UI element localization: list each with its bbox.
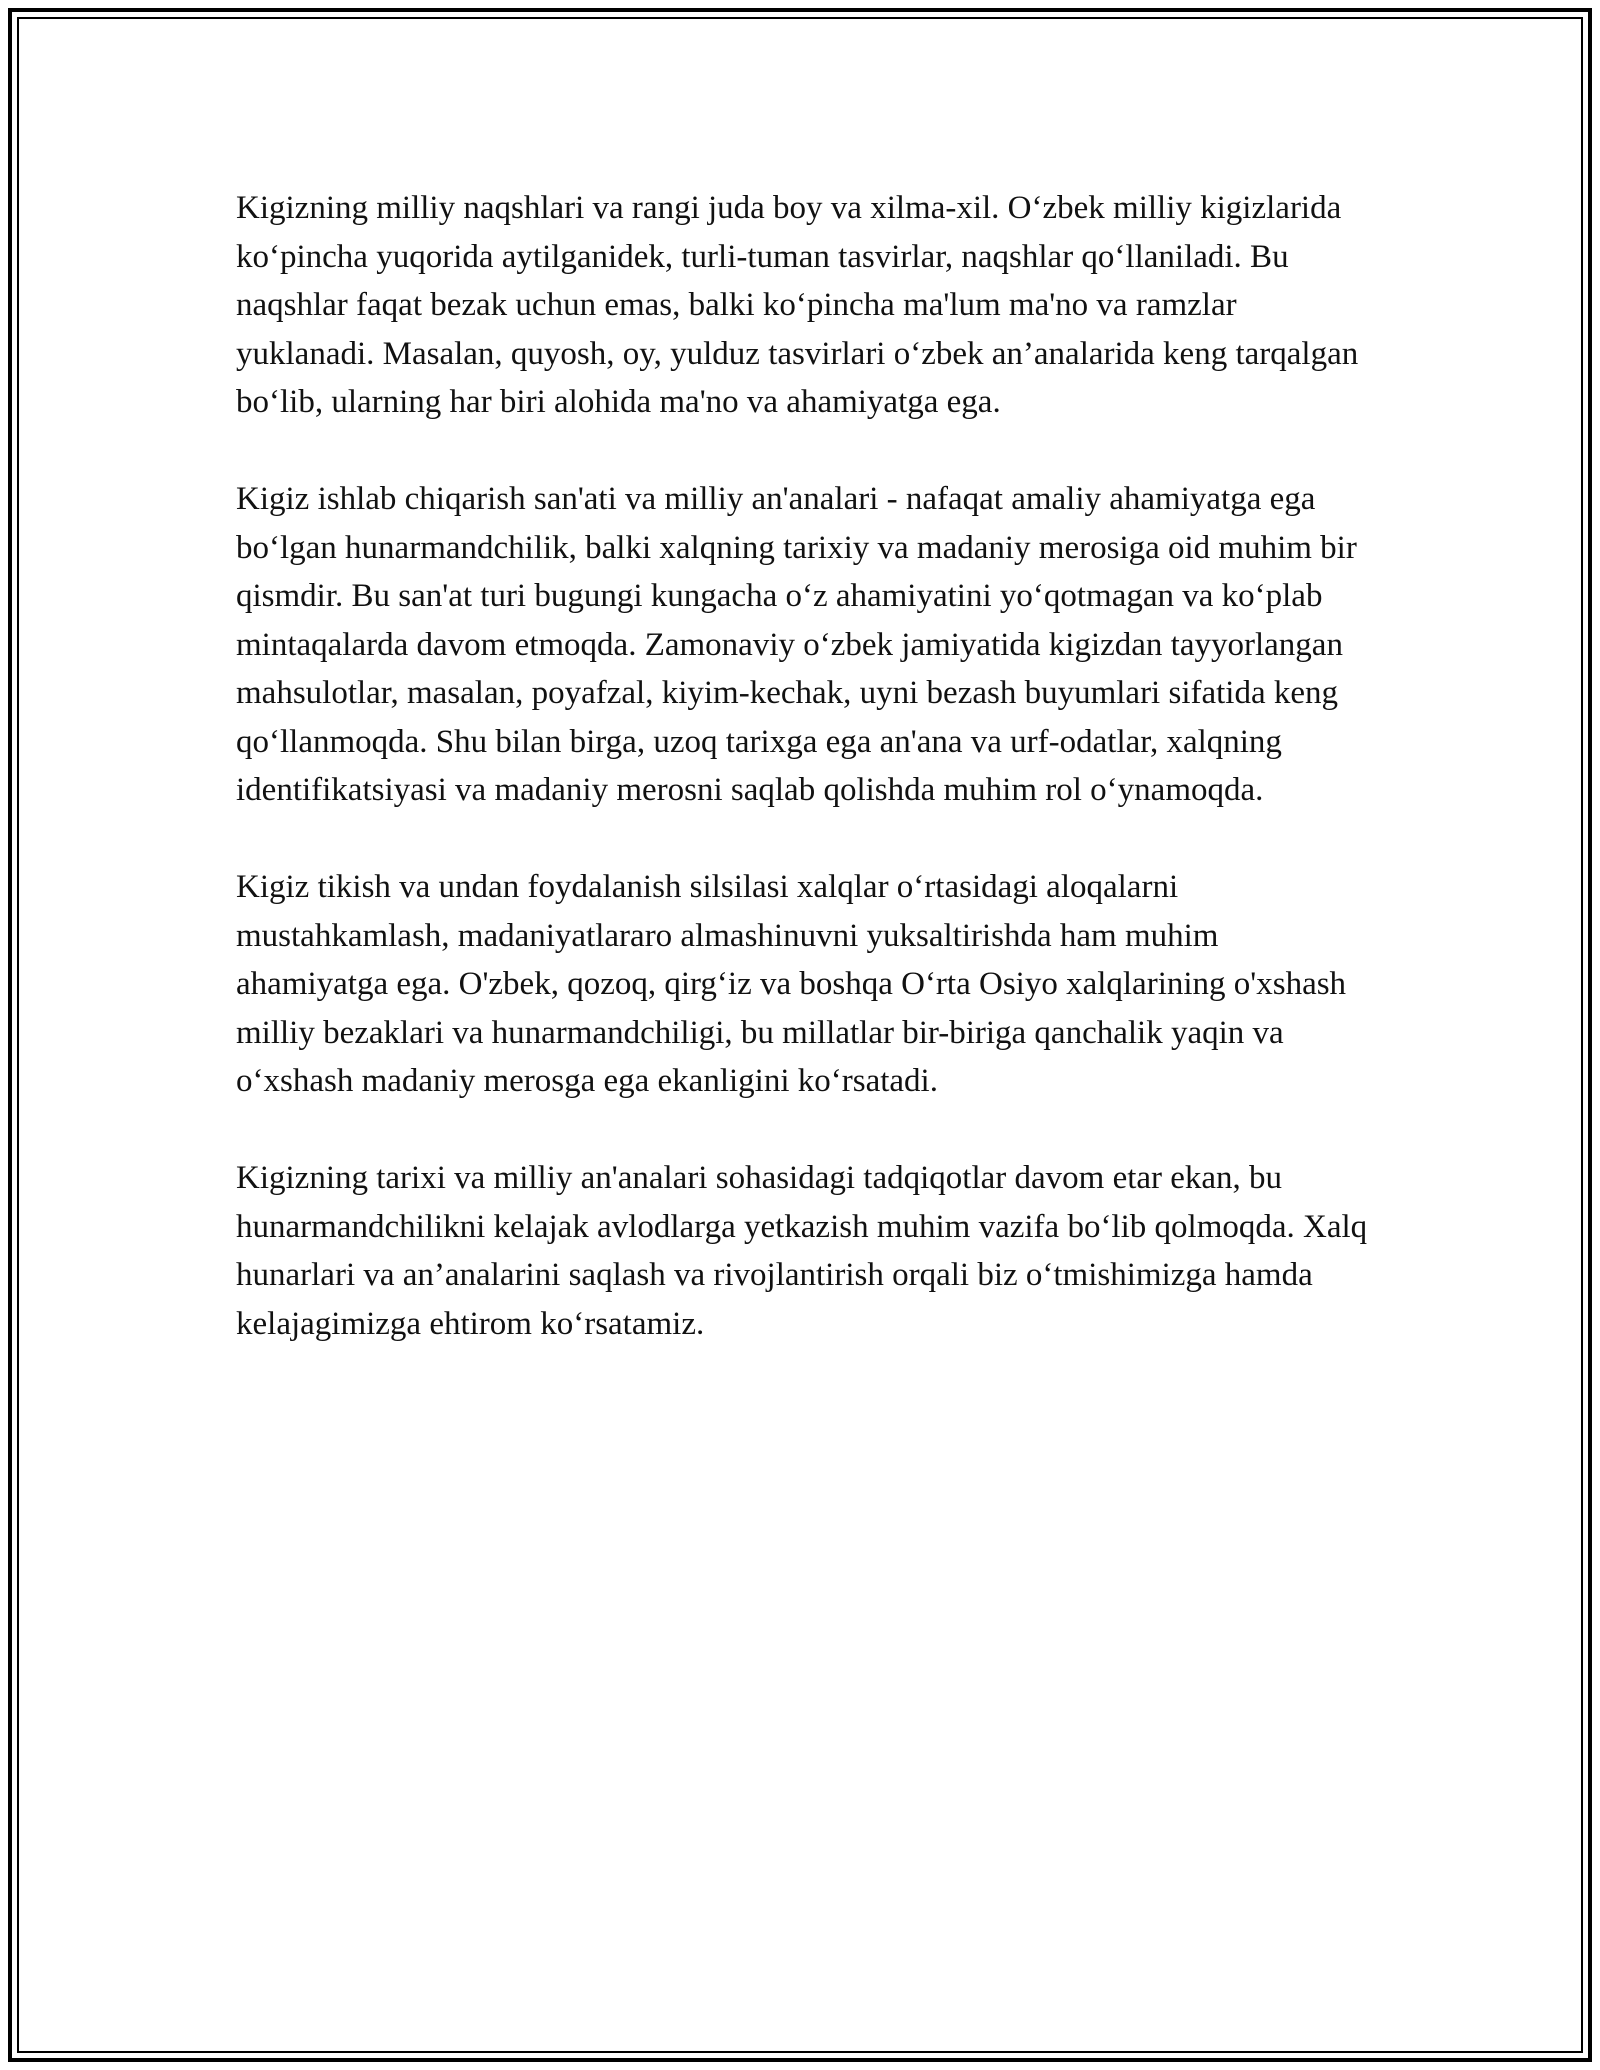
paragraph-3: Kigiz tikish va undan foydalanish silsilasi xalqlar o‘rtasidagi aloqalarni mustahkamlash, madaniyatlararo almashinuvni yuksaltirishda ham muhim ahamiyatga ega. O'zbek, qozoq, qirg‘iz va boshqa O‘rta Osiyo xalqlarining o'xshash milliy bezaklari va hunarmandchiligi, bu millatlar bir-biriga qanchalik yaqin va o‘xshash madaniy merosga ega ekanligini ko‘rsatadi.: [236, 869, 1347, 1099]
paragraph-2: Kigiz ishlab chiqarish san'ati va milliy an'analari - nafaqat amaliy ahamiyatga ega bo‘lgan hunarmandchilik, balki xalqning tarixiy va madaniy merosiga oid muhim bir qismdir. Bu san'at turi bugungi kungacha o‘z ahamiyatini yo‘qotmagan va ko‘plab mintaqalarda davom etmoqda. Zamonaviy o‘zbek jamiyatida kigizdan tayyorlangan mahsulotlar, masalan, poyafzal, kiyim-kechak, uyni bezash buyumlari sifatida keng qo‘llanmoqda. Shu bilan birga, uzoq tarixga ega an'ana va urf-odatlar, xalqning identifikatsiyasi va madaniy merosni saqlab qolishda muhim rol o‘ynamoqda.: [236, 481, 1357, 808]
paragraph-4: Kigizning tarixi va milliy an'analari sohasidagi tadqiqotlar davom etar ekan, bu hunarmandchilikni kelajak avlodlarga yetkazish muhim vazifa bo‘lib qolmoqda. Xalq hunarlari va an’analarini saqlash va rivojlantirish orqali biz o‘tmishimizga hamda kelajagimizga ehtirom ko‘rsatamiz.: [236, 1160, 1368, 1342]
document-body: [236, 184, 1376, 1397]
paragraph-1: Kigizning milliy naqshlari va rangi juda boy va xilma-xil. O‘zbek milliy kigizlarida ko‘pincha yuqorida aytilganidek, turli-tuman tasvirlar, naqshlar qo‘llaniladi. Bu naqshlar faqat bezak uchun emas, balki ko‘pincha ma'lum ma'no va ramzlar yuklanadi. Masalan, quyosh, oy, yulduz tasvirlari o‘zbek an’analarida keng tarqalgan bo‘lib, ularning har biri alohida ma'no va ahamiyatga ega.: [236, 190, 1359, 420]
